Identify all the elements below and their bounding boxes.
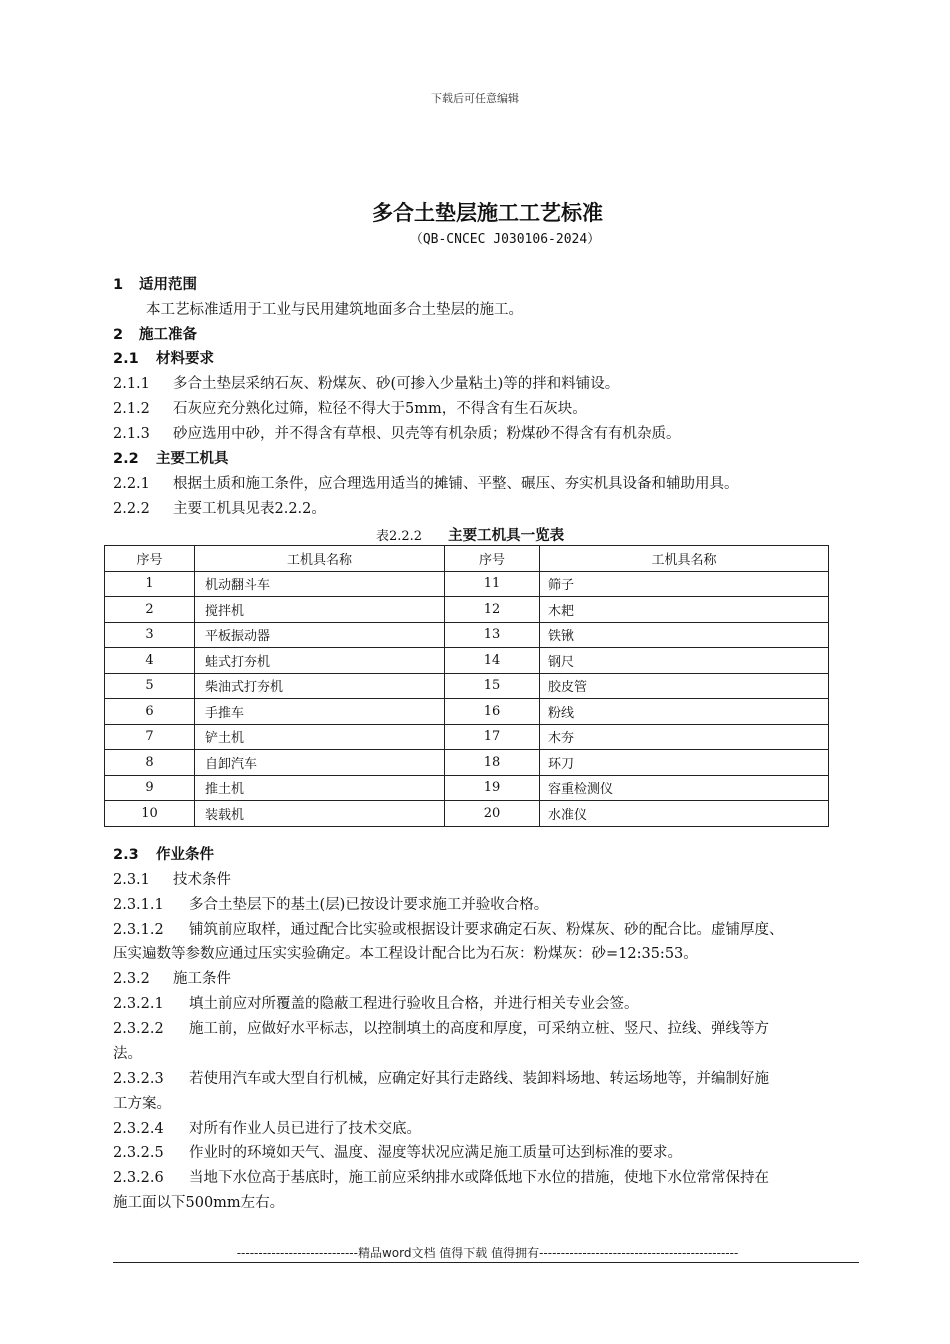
table-cell: 6 [105, 699, 195, 725]
table-cell: 20 [445, 801, 540, 827]
tools-table [104, 545, 829, 827]
table-cell: 4 [105, 648, 195, 674]
paragraph: 2.3.2.2 施工前，应做好水平标志，以控制填土的高度和厚度，可采纳立桩、竖尺、拉线、弹线等方 [113, 1021, 769, 1037]
section-heading: 2.1 材料要求 [113, 351, 214, 367]
table-row [105, 648, 829, 674]
table-row [105, 673, 829, 699]
table-cell: 10 [105, 801, 195, 827]
section-heading: 2.3 作业条件 [113, 847, 214, 863]
table-cell: 胶皮管 [540, 673, 829, 699]
table-cell: 7 [105, 724, 195, 750]
paragraph: 施工面以下500mm左右。 [113, 1195, 285, 1211]
table-cell: 2 [105, 597, 195, 623]
table-cell: 水准仪 [540, 801, 829, 827]
table-cell: 铁锹 [540, 622, 829, 648]
table-cell: 3 [105, 622, 195, 648]
table-row [105, 724, 829, 750]
table-row [105, 571, 829, 597]
table-cell: 12 [445, 597, 540, 623]
paragraph: 2.3.2.6 当地下水位高于基底时，施工前应采纳排水或降低地下水位的措施，使地下水位常常保持在 [113, 1170, 769, 1186]
paragraph: 2.3.1.1 多合土垫层下的基土(层)已按设计要求施工并验收合格。 [113, 897, 549, 913]
table-row [105, 775, 829, 801]
footer-rule [113, 1262, 859, 1263]
column-header: 序号 [445, 546, 540, 572]
table-cell: 11 [445, 571, 540, 597]
footer-text: ----------------------------精品word文档 值得下载 值得拥有---------------------------------------------- [236, 1246, 739, 1260]
paragraph: 2.3.2.1 填土前应对所覆盖的隐蔽工程进行验收且合格，并进行相关专业会签。 [113, 996, 639, 1012]
table-row [105, 801, 829, 827]
paragraph: 压实遍数等参数应通过压实实验确定。本工程设计配合比为石灰：粉煤灰：砂=12:35:53。 [113, 946, 698, 962]
table-cell: 13 [445, 622, 540, 648]
table-cell: 平板振动器 [195, 622, 445, 648]
column-header: 工机具名称 [540, 546, 829, 572]
table-cell: 自卸汽车 [195, 750, 445, 776]
table-cell: 柴油式打夯机 [195, 673, 445, 699]
table-cell: 18 [445, 750, 540, 776]
column-header: 工机具名称 [195, 546, 445, 572]
table-cell: 机动翻斗车 [195, 571, 445, 597]
paragraph: 2.3.2 施工条件 [113, 971, 231, 987]
table-header-row [105, 546, 829, 572]
table-cell: 容重检测仪 [540, 775, 829, 801]
table-cell: 17 [445, 724, 540, 750]
table-cell: 筛子 [540, 571, 829, 597]
table-cell: 钢尺 [540, 648, 829, 674]
table-row [105, 699, 829, 725]
section-heading: 2 施工准备 [113, 327, 197, 343]
section-heading: 1 适用范围 [113, 277, 197, 293]
column-header: 序号 [105, 546, 195, 572]
table-cell: 铲土机 [195, 724, 445, 750]
table-cell: 5 [105, 673, 195, 699]
table-cell: 15 [445, 673, 540, 699]
paragraph: 法。 [113, 1046, 142, 1062]
table-cell: 木耙 [540, 597, 829, 623]
paragraph: 2.3.2.3 若使用汽车或大型自行机械，应确定好其行走路线、装卸料场地、转运场地等，并编制好施 [113, 1071, 769, 1087]
header-note: 下载后可任意编辑 [431, 92, 519, 105]
section-heading: 2.2 主要工机具 [113, 451, 229, 467]
paragraph: 2.3.2.5 作业时的环境如天气、温度、湿度等状况应满足施工质量可达到标准的要求。 [113, 1145, 682, 1161]
table-row [105, 750, 829, 776]
document-title: 多合土垫层施工工艺标准 [372, 201, 603, 225]
table-row [105, 622, 829, 648]
paragraph: 2.3.1.2 铺筑前应取样，通过配合比实验或根据设计要求确定石灰、粉煤灰、砂的配合比。虚铺厚度、 [113, 922, 784, 938]
paragraph: 2.1.1 多合土垫层采纳石灰、粉煤灰、砂(可掺入少量粘土)等的拌和料铺设。 [113, 376, 620, 392]
table-cell: 环刀 [540, 750, 829, 776]
paragraph: 本工艺标准适用于工业与民用建筑地面多合土垫层的施工。 [146, 302, 523, 318]
table-cell: 1 [105, 571, 195, 597]
table-cell: 19 [445, 775, 540, 801]
table-caption: 表2.2.2 主要工机具一览表 [376, 528, 565, 544]
paragraph: 2.2.1 根据土质和施工条件，应合理选用适当的摊铺、平整、碾压、夯实机具设备和辅助用具。 [113, 476, 739, 492]
table-cell: 装载机 [195, 801, 445, 827]
table-cell: 手推车 [195, 699, 445, 725]
table-cell: 推土机 [195, 775, 445, 801]
paragraph: 工方案。 [113, 1096, 171, 1112]
table-cell: 木夯 [540, 724, 829, 750]
paragraph: 2.3.1 技术条件 [113, 872, 231, 888]
document-code: （QB-CNCEC J030106-2024） [409, 232, 601, 247]
paragraph: 2.3.2.4 对所有作业人员已进行了技术交底。 [113, 1121, 421, 1137]
table-row [105, 597, 829, 623]
table-cell: 蛙式打夯机 [195, 648, 445, 674]
paragraph: 2.1.2 石灰应充分熟化过筛，粒径不得大于5mm，不得含有生石灰块。 [113, 401, 587, 417]
paragraph: 2.2.2 主要工机具见表2.2.2。 [113, 501, 326, 517]
paragraph: 2.1.3 砂应选用中砂，并不得含有草根、贝壳等有机杂质；粉煤砂不得含有有机杂质。 [113, 426, 681, 442]
table-cell: 8 [105, 750, 195, 776]
table-cell: 14 [445, 648, 540, 674]
table-cell: 16 [445, 699, 540, 725]
table-cell: 9 [105, 775, 195, 801]
table-cell: 搅拌机 [195, 597, 445, 623]
table-cell: 粉线 [540, 699, 829, 725]
